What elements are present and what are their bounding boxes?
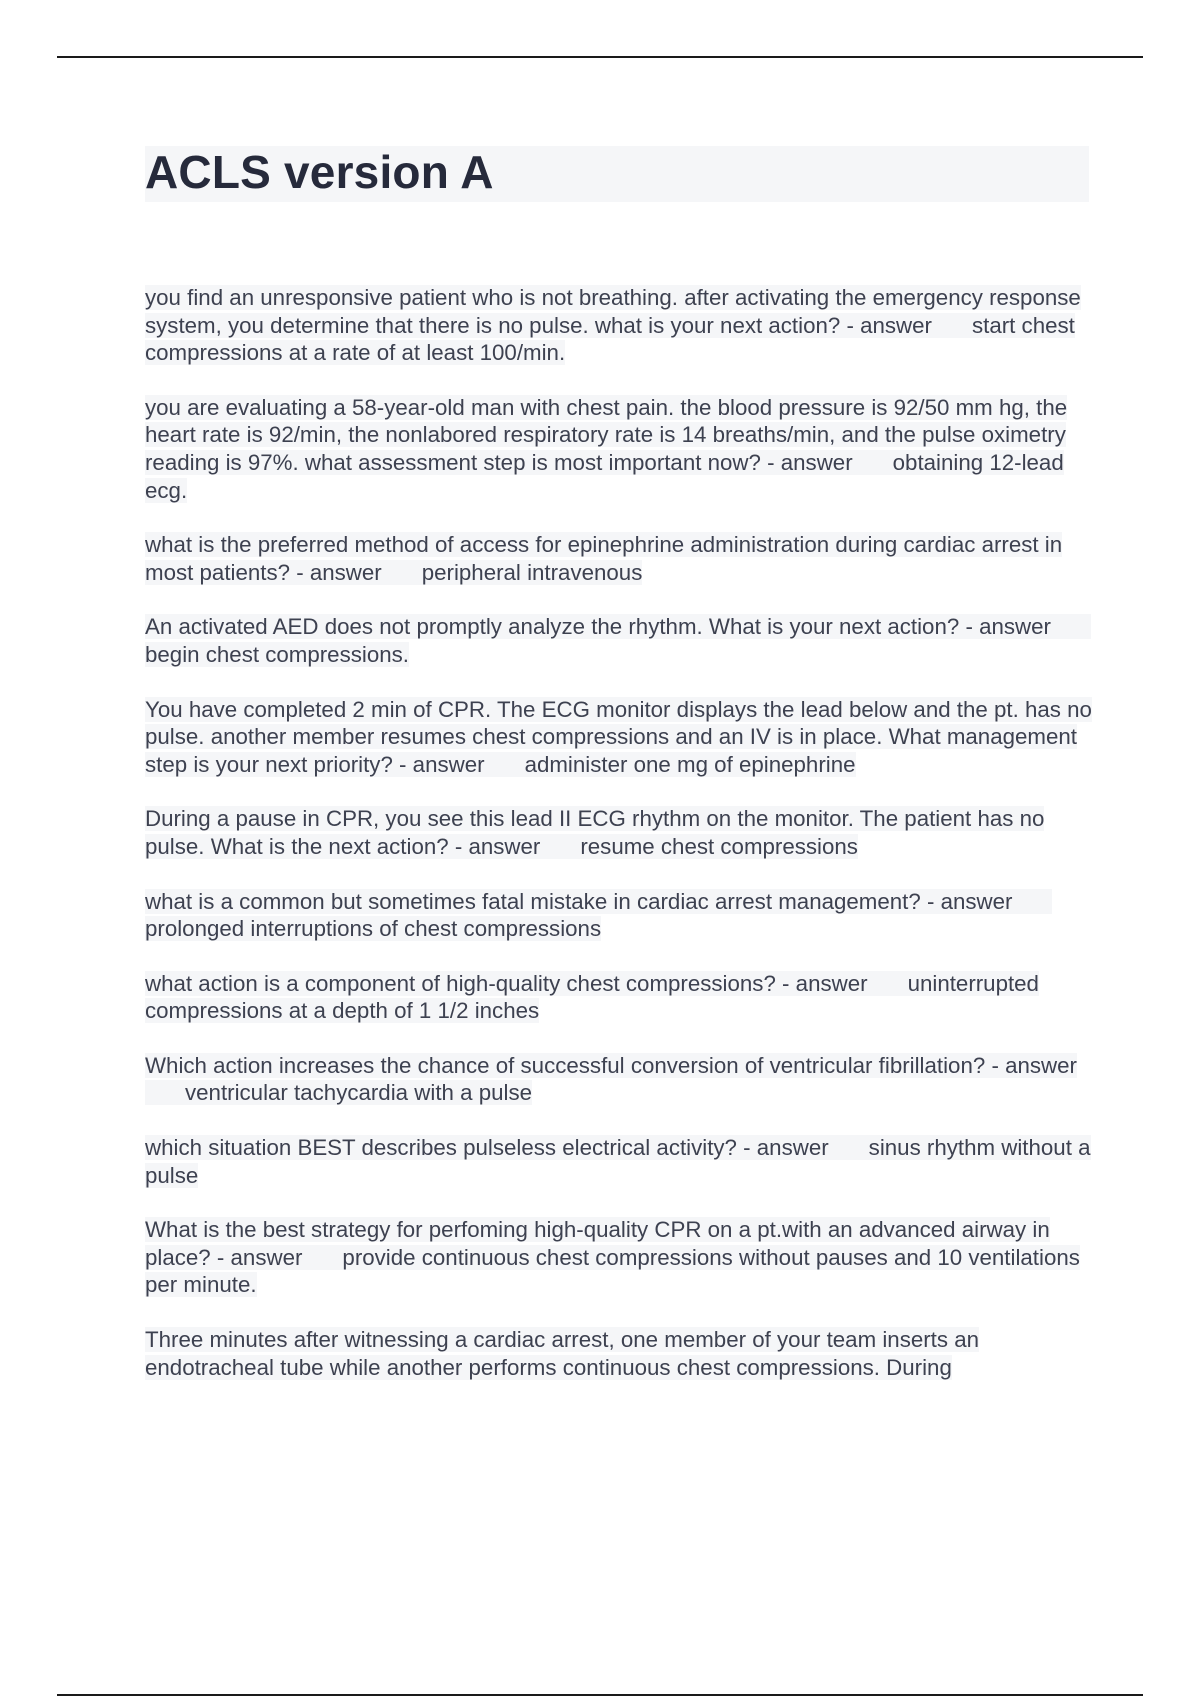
footer-rule <box>57 1694 1143 1696</box>
answer-label: - answer <box>210 1244 303 1270</box>
qa-item <box>145 888 1100 943</box>
question-text: What is the best strategy for perfoming high-quality CPR on a pt.with an advanced airway in place? <box>145 1217 1050 1270</box>
qa-item <box>145 613 1100 668</box>
answer-text: prolonged interruptions of chest compressions <box>145 916 602 942</box>
answer-text: uninterrupted compressions at a depth of 1 1/2 inches <box>145 970 1039 1024</box>
answer-text: ventricular tachycardia with a pulse <box>185 1080 533 1106</box>
answer-text: sinus rhythm without a pulse <box>145 1135 1091 1188</box>
qa-item <box>145 1052 1100 1107</box>
qa-item <box>145 284 1100 367</box>
answer-text: obtaining 12-lead ecg. <box>145 449 1064 503</box>
question-text: You have completed 2 min of CPR. The ECG monitor displays the lead below and the pt. has no pulse. another member resumes chest compressions and an IV is in place. What management step is your next priority? <box>145 696 1092 777</box>
answer-text: begin chest compressions. <box>145 641 409 667</box>
answer-text: resume chest compressions <box>580 833 858 859</box>
qa-item <box>145 1326 1100 1381</box>
question-text: you are evaluating a 58-year-old man with chest pain. the blood pressure is 92/50 mm hg, the heart rate is 92/min, the nonlabored respiratory rate is 14 breaths/min, and the pulse oximetry reading is 97%. what assessment step is most important now? <box>145 394 1068 475</box>
answer-label: - answer <box>959 614 1051 640</box>
qa-item <box>145 1134 1100 1189</box>
question-text: During a pause in CPR, you see this lead II ECG rhythm on the monitor. The patient has no pulse. What is the next action? <box>145 806 1045 859</box>
answer-label: - answer <box>736 1135 829 1161</box>
answer-label: - answer <box>775 970 868 996</box>
question-text: you find an unresponsive patient who is not breathing. after activating the emergency response system, you determine that there is no pulse. what is your next action? <box>145 285 1081 338</box>
answer-label: - answer <box>920 888 1013 914</box>
answer-label: - answer <box>760 449 853 475</box>
answer-text: peripheral intravenous <box>421 559 643 585</box>
answer-label: - answer <box>840 312 932 338</box>
question-text: what is the preferred method of access for epinephrine administration during cardiac arrest in most patients? <box>145 532 1063 585</box>
qa-item <box>145 970 1100 1025</box>
qa-item <box>145 696 1100 779</box>
answer-text: administer one mg of epinephrine <box>524 751 856 777</box>
question-text: what action is a component of high-quality chest compressions? <box>145 970 776 996</box>
page-title: ACLS version A <box>145 146 494 198</box>
question-text: An activated AED does not promptly analyze the rhythm. What is your next action? <box>145 614 960 640</box>
qa-item <box>145 394 1100 504</box>
question-text: Three minutes after witnessing a cardiac arrest, one member of your team inserts an endotracheal tube while another performs continuous chest compressions. During <box>145 1327 980 1380</box>
qa-item <box>145 805 1100 860</box>
answer-label: - answer <box>985 1052 1077 1078</box>
qa-item <box>145 1216 1100 1299</box>
question-text: which situation BEST describes pulseless electrical activity? <box>145 1135 737 1161</box>
answer-text: start chest compressions at a rate of at least 100/min. <box>145 312 1075 366</box>
qa-item <box>145 531 1100 586</box>
answer-label: - answer <box>448 833 541 859</box>
answer-label: - answer <box>290 559 382 585</box>
answer-label: - answer <box>392 751 485 777</box>
header-rule <box>57 56 1143 58</box>
question-text: what is a common but sometimes fatal mistake in cardiac arrest management? <box>145 888 921 914</box>
answer-text: provide continuous chest compressions without pauses and 10 ventilations per minute. <box>145 1244 1080 1298</box>
question-text: Which action increases the chance of successful conversion of ventricular fibrillation? <box>145 1052 986 1078</box>
qa-list <box>145 284 1100 1408</box>
